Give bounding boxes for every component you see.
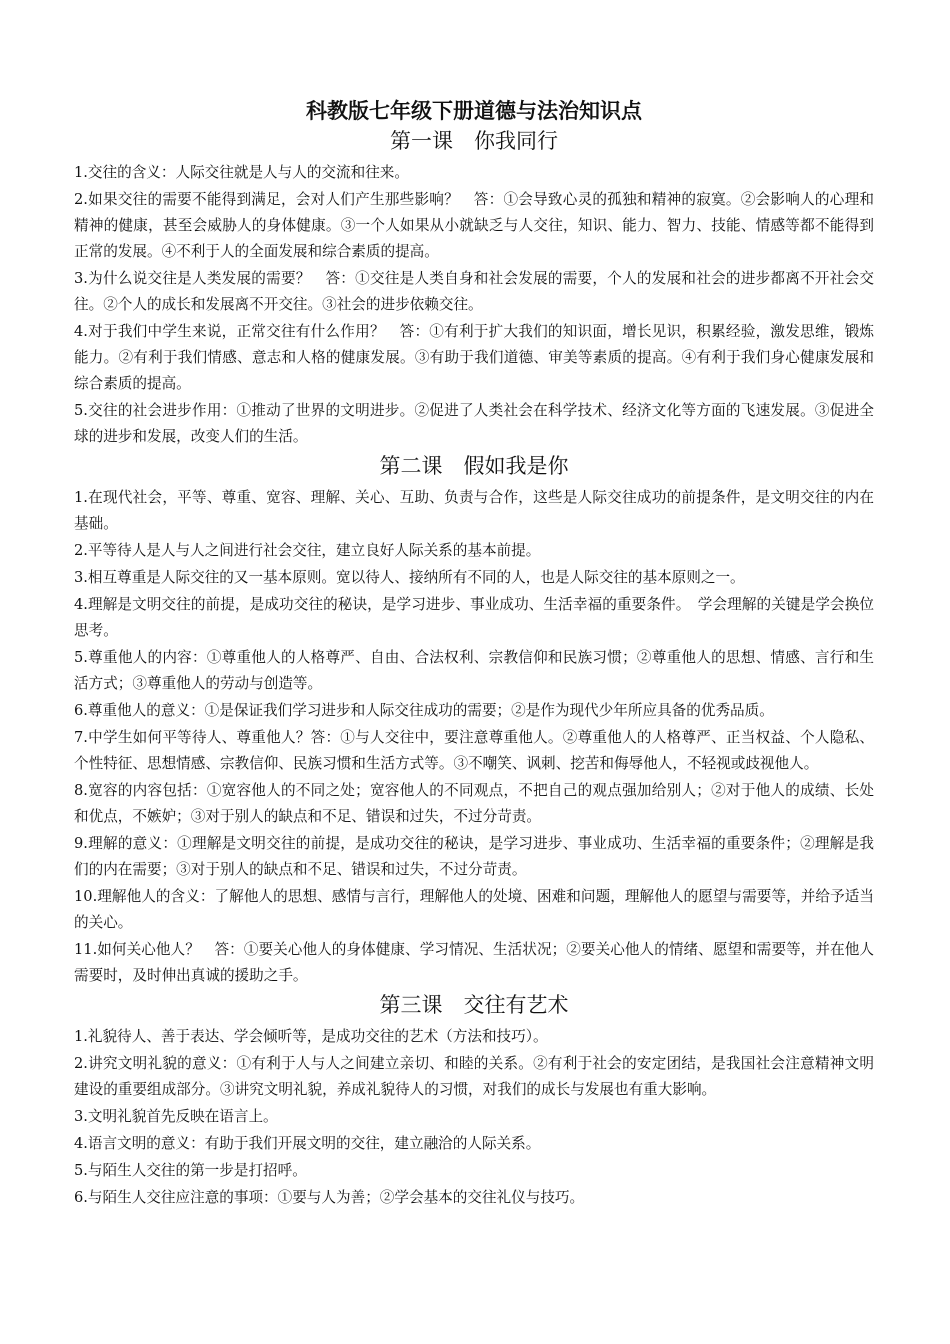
lesson-2-heading: 第二课 假如我是你 <box>379 454 569 478</box>
lesson-2-item: 1.在现代社会，平等、尊重、宽容、理解、关心、互助、负责与合作，这些是人际交往成功的前提条件，是文明交往的内在基础。 <box>74 489 874 532</box>
lesson-1-item: 3.为什么说交往是人类发展的需要？ 答：①交往是人类自身和社会发展的需要，个人的发展和社会的进步都离不开社会交往。②个人的成长和发展离不开交往。③社会的进步依赖交往。 <box>74 270 874 313</box>
lesson-1 <box>74 126 874 450</box>
lesson-2-item: 4.理解是文明交往的前提，是成功交往的秘诀，是学习进步、事业成功、生活幸福的重要条件。 学会理解的关键是学会换位思考。 <box>74 596 874 639</box>
lesson-2-item: 2.平等待人是人与人之间进行社会交往，建立良好人际关系的基本前提。 <box>74 542 541 559</box>
lesson-3 <box>74 990 874 1211</box>
document-title: 科教版七年级下册道德与法治知识点 <box>306 98 642 123</box>
lesson-2-item: 11.如何关心他人？ 答：①要关心他人的身体健康、学习情况、生活状况；②要关心他人的情绪、愿望和需要等，并在他人需要时，及时伸出真诚的援助之手。 <box>74 941 874 984</box>
lesson-1-heading: 第一课 你我同行 <box>390 129 558 153</box>
lesson-1-item: 1.交往的含义：人际交往就是人与人的交流和往来。 <box>74 164 409 181</box>
lesson-3-item: 5.与陌生人交往的第一步是打招呼。 <box>74 1162 307 1179</box>
lesson-2-item: 6.尊重他人的意义：①是保证我们学习进步和人际交往成功的需要；②是作为现代少年所应具备的优秀品质。 <box>74 702 774 719</box>
lesson-2-item: 8.宽容的内容包括：①宽容他人的不同之处；宽容他人的不同观点，不把自己的观点强加给别人；②对于他人的成绩、长处和优点，不嫉妒；③对于别人的缺点和不足、错误和过失，不过分苛责。 <box>74 782 874 825</box>
lesson-2-item: 3.相互尊重是人际交往的又一基本原则。宽以待人、接纳所有不同的人，也是人际交往的基本原则之一。 <box>74 569 745 586</box>
lesson-2-item: 5.尊重他人的内容：①尊重他人的人格尊严、自由、合法权利、宗教信仰和民族习惯；②尊重他人的思想、情感、言行和生活方式；③尊重他人的劳动与创造等。 <box>74 649 874 692</box>
lesson-1-item: 2.如果交往的需要不能得到满足，会对人们产生那些影响？ 答：①会导致心灵的孤独和精神的寂寞。②会影响人的心理和精神的健康，甚至会威胁人的身体健康。③一个人如果从小就缺乏与人交往，知识、能力、智力、技能、情感等都不能得到正常的发展。④不利于人的全面发展和综合素质的提高。 <box>74 191 874 260</box>
lesson-2 <box>74 451 874 989</box>
lesson-1-item: 4.对于我们中学生来说，正常交往有什么作用？ 答：①有利于扩大我们的知识面，增长见识，积累经验，激发思维，锻炼能力。②有利于我们情感、意志和人格的健康发展。③有助于我们道德、审美等素质的提高。④有利于我们身心健康发展和综合素质的提高。 <box>74 323 874 392</box>
lesson-3-item: 3.文明礼貌首先反映在语言上。 <box>74 1108 278 1125</box>
lesson-2-item: 9.理解的意义：①理解是文明交往的前提，是成功交往的秘诀，是学习进步、事业成功、生活幸福的重要条件；②理解是我们的内在需要；③对于别人的缺点和不足、错误和过失，不过分苛责。 <box>74 835 874 878</box>
lesson-3-heading: 第三课 交往有艺术 <box>379 993 569 1017</box>
lesson-2-item: 7.中学生如何平等待人、尊重他人？答：①与人交往中，要注意尊重他人。②尊重他人的人格尊严、正当权益、个人隐私、个性特征、思想情感、宗教信仰、民族习惯和生活方式等。③不嘲笑、讽刺、挖苦和侮辱他人，不轻视或歧视他人。 <box>74 729 874 772</box>
document-page <box>74 96 874 1212</box>
lesson-3-item: 1.礼貌待人、善于表达、学会倾听等，是成功交往的艺术（方法和技巧）。 <box>74 1028 548 1045</box>
lesson-3-item: 6.与陌生人交往应注意的事项：①要与人为善；②学会基本的交往礼仪与技巧。 <box>74 1189 585 1206</box>
lesson-3-item: 2.讲究文明礼貌的意义：①有利于人与人之间建立亲切、和睦的关系。②有利于社会的安定团结，是我国社会注意精神文明建设的重要组成部分。③讲究文明礼貌，养成礼貌待人的习惯，对我们的成长与发展也有重大影响。 <box>74 1055 874 1098</box>
lesson-1-item: 5.交往的社会进步作用：①推动了世界的文明进步。②促进了人类社会在科学技术、经济文化等方面的飞速发展。③促进全球的进步和发展，改变人们的生活。 <box>74 402 874 445</box>
lesson-2-item: 10.理解他人的含义：了解他人的思想、感情与言行，理解他人的处境、困难和问题，理解他人的愿望与需要等，并给予适当的关心。 <box>74 888 874 931</box>
lesson-3-item: 4.语言文明的意义：有助于我们开展文明的交往，建立融洽的人际关系。 <box>74 1135 541 1152</box>
